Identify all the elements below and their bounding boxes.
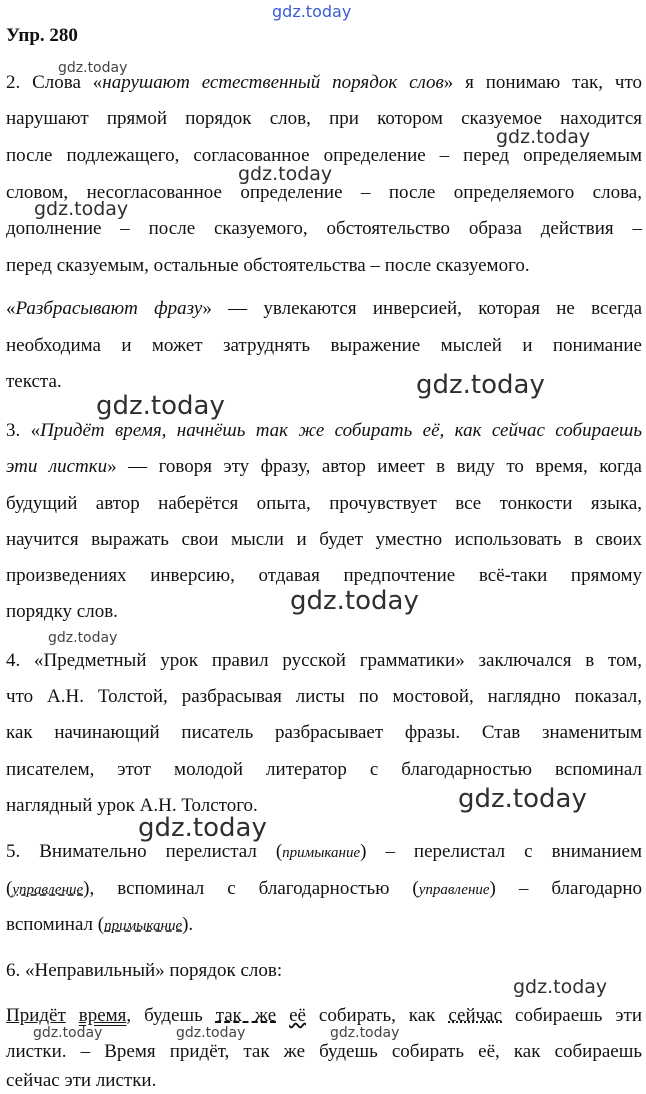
watermark: gdz.today [290, 586, 419, 616]
text-line: листки. – Время придёт, так же будешь собирать её, как собираешь [6, 1041, 642, 1062]
text-line: произведениях инверсию, отдавая предпочтение всё-таки прямому [6, 565, 642, 586]
text-line: наглядный урок А.Н. Толстого. [6, 795, 258, 816]
text-line: 2. Слова «нарушают естественный порядок слов» я понимаю так, что [6, 72, 643, 93]
text-line: 5. Внимательно перелистал (примыкание) – перелистал с вниманием [6, 841, 642, 862]
watermark: gdz.today [34, 198, 129, 220]
watermark: gdz.today [458, 784, 587, 814]
watermark: gdz.today [330, 1025, 400, 1041]
text-line: дополнение – после сказуемого, обстоятельство образа действия – [6, 218, 642, 239]
watermark: gdz.today [58, 60, 128, 76]
watermark-top: gdz.today [272, 2, 352, 21]
text-line: научится выражать свои мысли и будет уместно использовать в своих [6, 529, 642, 550]
text-line: 6. «Неправильный» порядок слов: [6, 960, 283, 981]
text-line: «Разбрасывают фразу» — увлекаются инверсией, которая не всегда [6, 298, 642, 319]
text-line: перед сказуемым, остальные обстоятельства – после сказуемого. [6, 255, 530, 276]
text-line: будущий автор наберётся опыта, прочувствует все тонкости языка, [6, 493, 642, 514]
text-line: словом, несогласованное определение – после определяемого слова, [6, 182, 642, 203]
exercise-title: Упр. 280 [6, 25, 78, 46]
text-line: Придёт время, будешь так же её собирать, как сейчас собираешь эти [6, 1005, 643, 1026]
watermark: gdz.today [496, 126, 591, 148]
watermark: gdz.today [238, 163, 333, 185]
watermark: gdz.today [138, 813, 267, 843]
text-line: что А.Н. Толстой, разбрасывая листы по мостовой, наглядно показал, [6, 686, 642, 707]
text-line: порядку слов. [6, 601, 118, 622]
watermark: gdz.today [96, 391, 225, 421]
watermark: gdz.today [416, 370, 545, 400]
text-line: вспоминал (примыкание). [6, 914, 194, 935]
text-line: необходима и может затруднять выражение мыслей и понимание [6, 335, 642, 356]
text-line: 4. «Предметный урок правил русской грамматики» заключался в том, [6, 650, 642, 671]
watermark: gdz.today [48, 630, 118, 646]
text-line: нарушают прямой порядок слов, при котором сказуемое находится [6, 108, 642, 129]
watermark: gdz.today [176, 1025, 246, 1041]
watermark: gdz.today [33, 1025, 103, 1041]
text-line: (управление), вспоминал с благодарностью (управление) – благодарно [6, 878, 642, 899]
text-line: после подлежащего, согласованное определение – перед определяемым [6, 145, 642, 166]
text-line: как начинающий писатель разбрасывает фразы. Став знаменитым [6, 722, 642, 743]
text-line: 3. «Придёт время, начнёшь так же собирать её, как сейчас собираешь [6, 420, 642, 441]
text-line: текста. [6, 371, 62, 392]
watermark: gdz.today [513, 976, 608, 998]
text-line: сейчас эти листки. [6, 1070, 157, 1091]
text-line: эти листки» — говоря эту фразу, автор имеет в виду то время, когда [6, 456, 642, 477]
text-line: писателем, этот молодой литератор с благодарностью вспоминал [6, 759, 642, 780]
